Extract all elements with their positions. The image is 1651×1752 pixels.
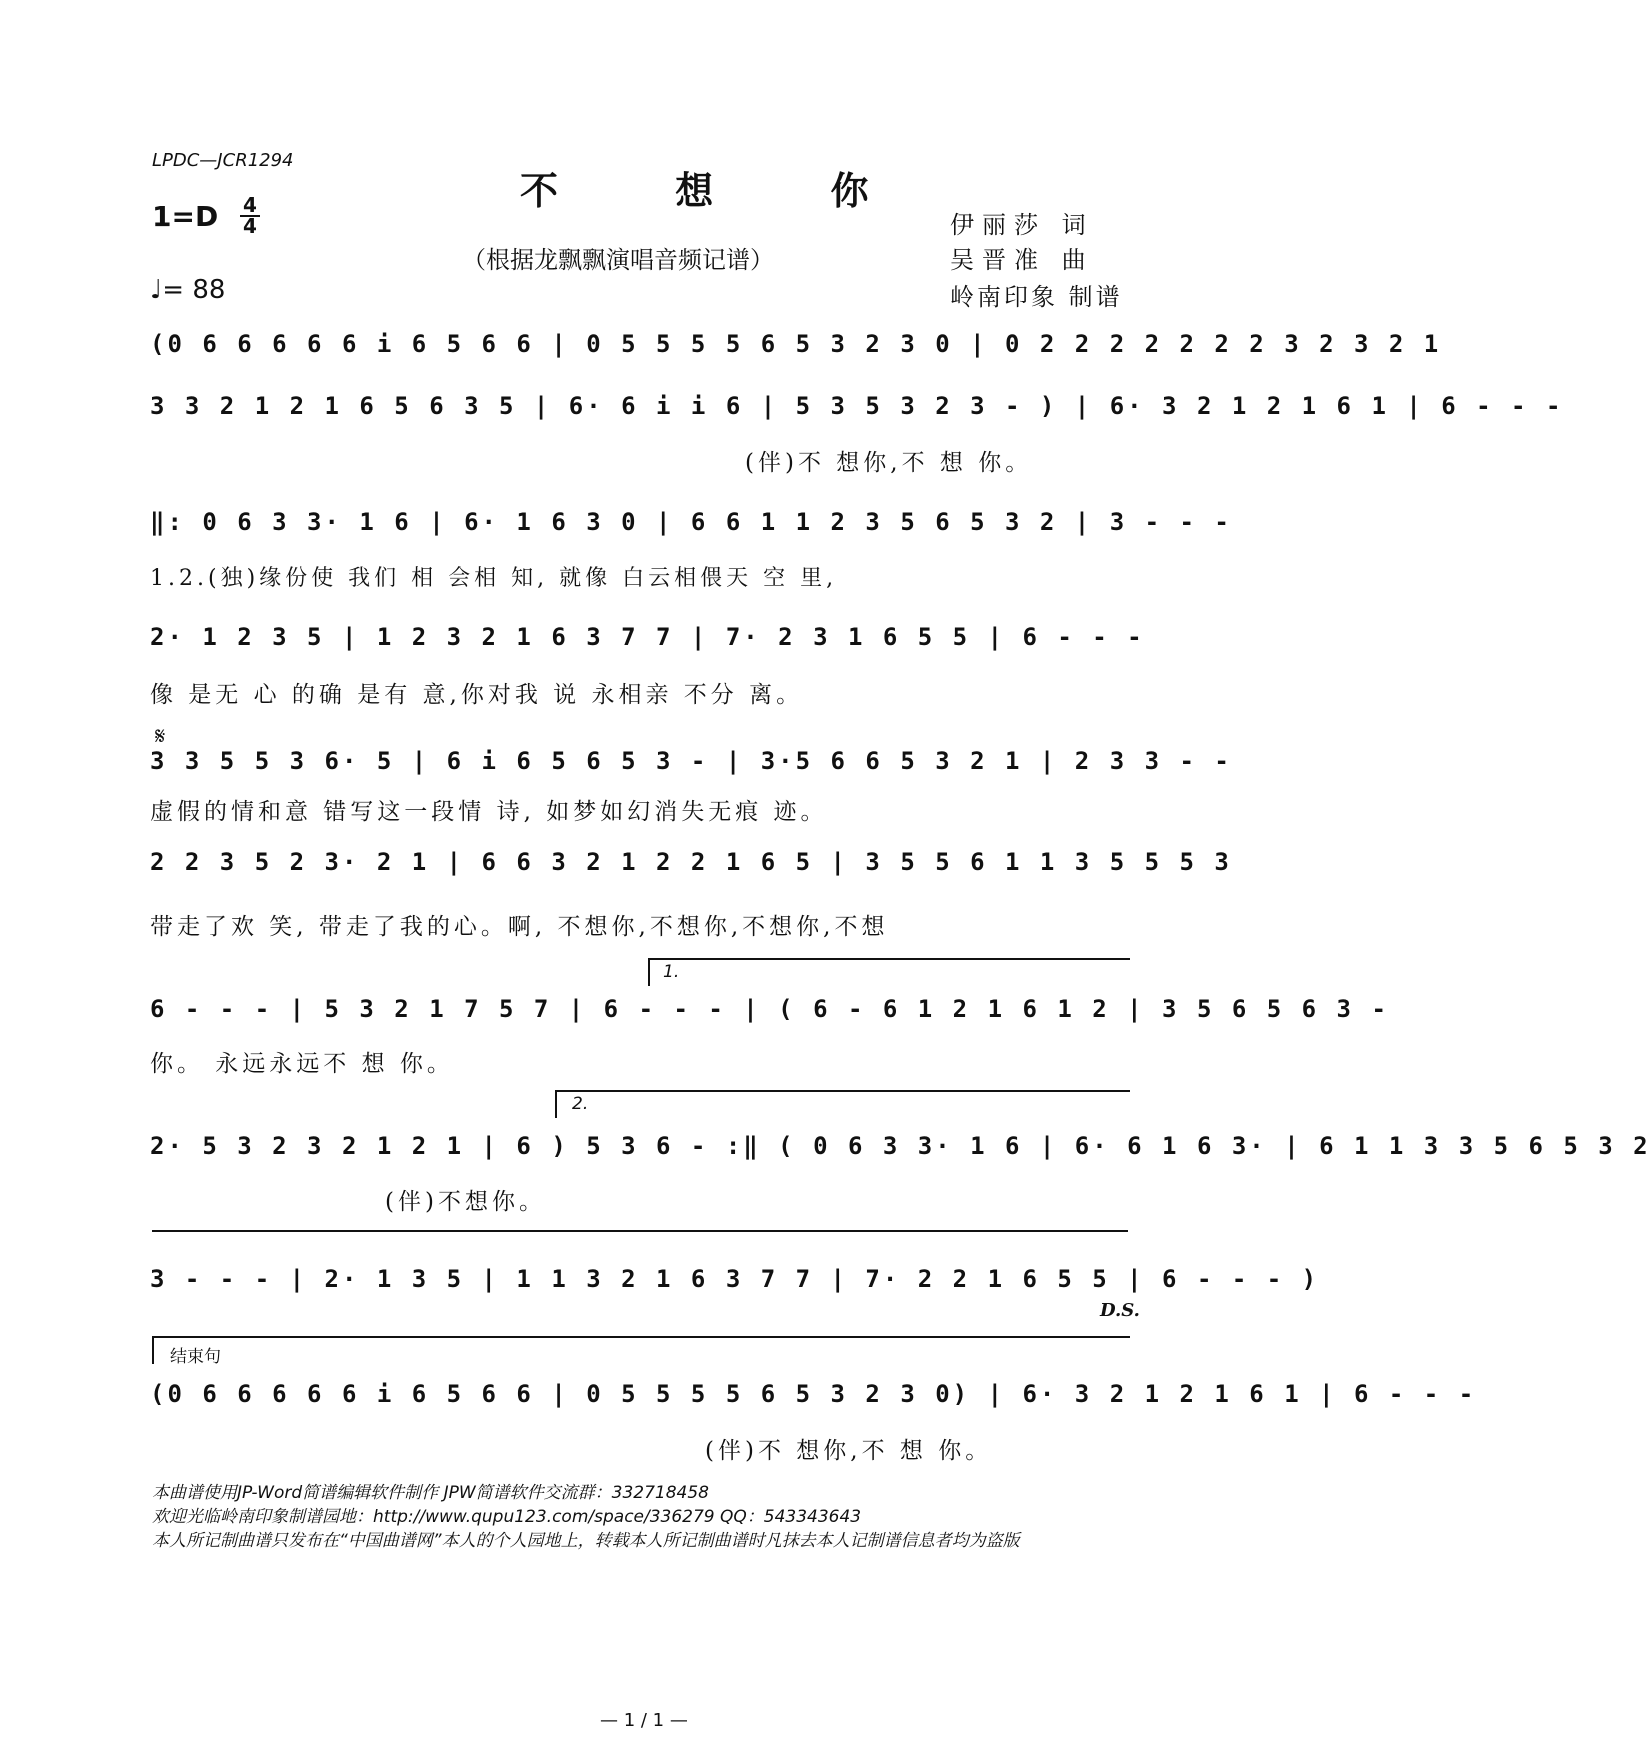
score-line-7: 6 - - - | 5 3 2 1 7 5 7 | 6 - - - | ( 6 - 6 1 2 1 6 1 2 | 3 5 6 5 6 3 -	[150, 995, 1389, 1023]
lyric-line-7: 你。 永远永远不 想 你。	[150, 1051, 454, 1077]
ending-label: 结束句	[170, 1347, 221, 1367]
footer-software-note: 本曲谱使用JP-Word简谱编辑软件制作 JPW简谱软件交流群：332718458	[152, 1483, 709, 1503]
time-signature	[240, 193, 260, 238]
lyric-line-8: (伴)不想你。	[385, 1189, 546, 1215]
score-line-4: 2· 1 2 3 5 | 1 2 3 2 1 6 3 7 7 | 7· 2 3 1 6 5 5 | 6 - - -	[150, 623, 1145, 651]
score-line-10: (0 6 6 6 6 6 i 6 5 6 6 | 0 5 5 5 5 6 5 3 2 3 0) | 6· 3 2 1 2 1 6 1 | 6 - - -	[150, 1380, 1477, 1408]
lyric-line-2: (伴)不 想你,不 想 你。	[745, 450, 1033, 476]
page-number: — 1 / 1 —	[600, 1710, 688, 1731]
dal-segno-mark: D.S.	[1100, 1300, 1140, 1321]
lyric-line-10: (伴)不 想你,不 想 你。	[705, 1438, 993, 1464]
volta-2-label: 2.	[572, 1094, 589, 1114]
lyricist-credit: 伊丽莎 词	[950, 211, 1094, 239]
lyric-line-3: 1.2.(独)缘份使 我们 相 会相 知, 就像 白云相偎天 空 里,	[150, 566, 838, 591]
score-line-2: 3 3 2 1 2 1 6 5 6 3 5 | 6· 6 i i 6 | 5 3 5 3 2 3 - ) | 6· 3 2 1 2 1 6 1 | 6 - - -	[150, 392, 1564, 420]
song-title: 不 想 你	[520, 168, 921, 213]
score-line-5: 3 3 5 5 3 6· 5 | 6 i 6 5 6 5 3 - | 3·5 6 6 5 3 2 1 | 2 3 3 - -	[150, 747, 1232, 775]
lyric-line-5: 虚假的情和意 错写这一段情 诗, 如梦如幻消失无痕 迹。	[150, 799, 828, 825]
volta-2-bracket	[555, 1090, 1130, 1118]
score-line-8: 2· 5 3 2 3 2 1 2 1 | 6 ) 5 3 6 - :‖ ( 0 6 3 3· 1 6 | 6· 6 1 6 3· | 6 1 1 3 3 5 6 5 3 2	[150, 1132, 1651, 1160]
lyric-line-4: 像 是无 心 的确 是有 意,你对我 说 永相亲 不分 离。	[150, 682, 804, 708]
score-line-6: 2 2 3 5 2 3· 2 1 | 6 6 3 2 1 2 2 1 6 5 | 3 5 5 6 1 1 3 5 5 5 3	[150, 848, 1232, 876]
score-line-3: ‖: 0 6 3 3· 1 6 | 6· 1 6 3 0 | 6 6 1 1 2 3 5 6 5 3 2 | 3 - - -	[150, 508, 1232, 536]
volta-1-bracket	[648, 958, 1130, 986]
song-subtitle: （根据龙飘飘演唱音频记谱）	[462, 246, 774, 274]
score-line-1: (0 6 6 6 6 6 i 6 5 6 6 | 0 5 5 5 5 6 5 3 2 3 0 | 0 2 2 2 2 2 2 2 3 2 3 2 1	[150, 330, 1442, 358]
footer-copyright-note: 本人所记制曲谱只发布在“中国曲谱网”本人的个人园地上，转载本人所记制曲谱时凡抹去本人记制谱信息者均为盗版	[152, 1531, 1020, 1551]
time-top: 4	[243, 193, 257, 217]
lyric-line-6: 带走了欢 笑, 带走了我的心。啊, 不想你,不想你,不想你,不想	[150, 914, 889, 940]
ending-bracket	[152, 1336, 1130, 1364]
volta-1-label: 1.	[663, 962, 680, 982]
key-signature: 1=D	[152, 200, 219, 233]
segno-sign: 𝄋	[155, 722, 166, 750]
time-bottom: 4	[243, 214, 257, 238]
arranger-credit: 岭南印象 制谱	[950, 283, 1123, 311]
system-rule	[152, 1230, 1128, 1232]
score-id: LPDC—JCR1294	[152, 150, 294, 171]
footer-website-note: 欢迎光临岭南印象制谱园地：http://www.qupu123.com/space/336279 QQ：543343643	[152, 1507, 862, 1527]
score-line-9: 3 - - - | 2· 1 3 5 | 1 1 3 2 1 6 3 7 7 | 7· 2 2 1 6 5 5 | 6 - - - )	[150, 1265, 1320, 1293]
composer-credit: 吴晋准 曲	[950, 246, 1094, 274]
tempo-marking: ♩= 88	[150, 275, 226, 305]
